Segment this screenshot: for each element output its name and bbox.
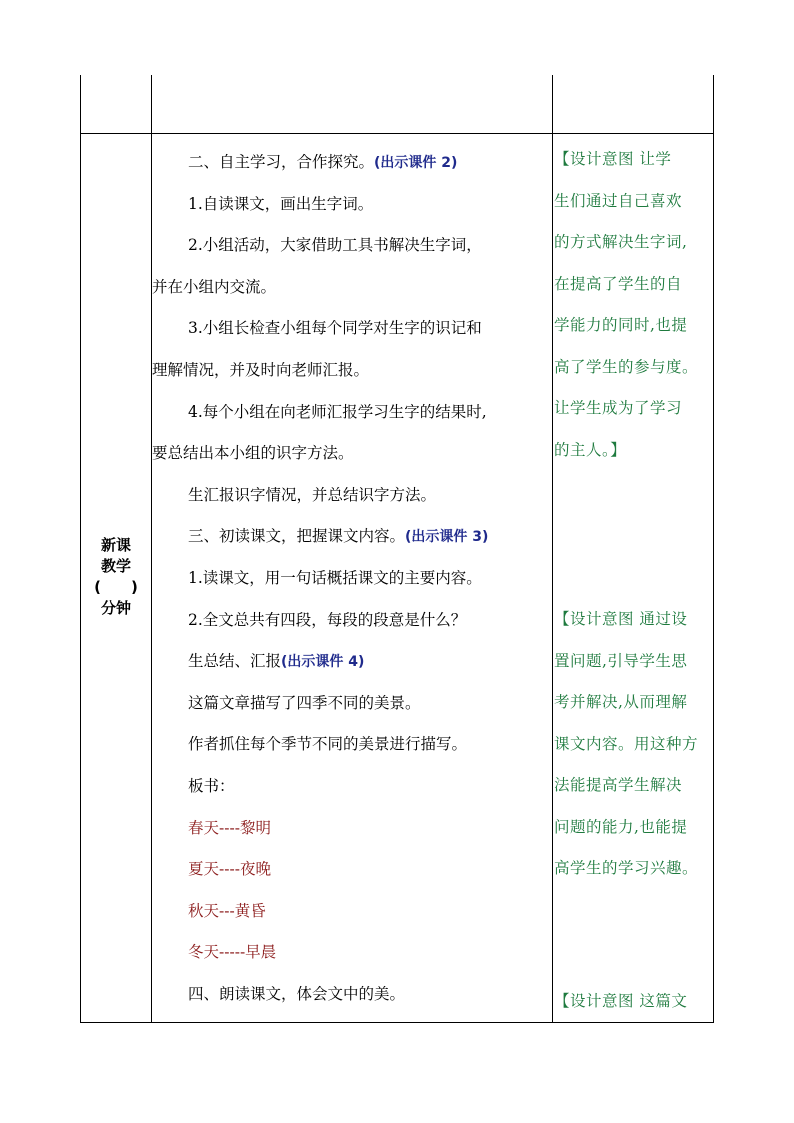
paragraph-line — [152, 358, 369, 380]
design-intent-line: 法能提高学生解决 — [554, 776, 683, 794]
design-intent-block — [554, 146, 714, 478]
design-intent-line: 生们通过自己喜欢 — [554, 191, 683, 210]
paragraph-text: 1.自读课文，画出生字词。 — [188, 194, 374, 213]
paragraph-line — [188, 483, 436, 505]
paragraph-line — [152, 441, 354, 463]
paragraph-text: 4.每个小组在向老师汇报学习生字的结果时, — [188, 402, 487, 421]
design-intent-block — [554, 988, 714, 1020]
table-row-divider — [80, 133, 714, 134]
design-intent-line: 在提高了学生的自 — [554, 274, 683, 293]
paragraph-text: 三、初读课文，把握课文内容。 — [188, 527, 406, 546]
section-label-line: 教学 — [100, 557, 131, 575]
paragraph-line — [188, 774, 235, 796]
paragraph-line — [188, 982, 405, 1004]
paragraph-text: 夏天----夜晚 — [188, 860, 271, 879]
paragraph-text: 生汇报识字情况，并总结识字方法。 — [188, 485, 437, 504]
design-intent-line: 问题的能力,也能提 — [554, 817, 688, 836]
paragraph-line — [188, 608, 466, 630]
paragraph-line — [188, 233, 482, 255]
design-intent-line: 置问题,引导学生思 — [554, 651, 688, 670]
section-label-line: 新课 — [100, 536, 131, 554]
paragraph-text: 3.小组长检查小组每个同学对生字的识记和 — [188, 319, 482, 338]
design-intent-line: 学能力的同时,也提 — [554, 316, 688, 334]
paragraph-text: 2.全文总共有四段，每段的段意是什么？ — [188, 610, 467, 629]
table-border-bottom — [80, 1022, 714, 1023]
design-intent-line: 让学生成为了学习 — [554, 399, 683, 417]
paragraph-text: 1.读课文，用一句话概括课文的主要内容。 — [188, 569, 482, 587]
paragraph-line — [188, 691, 421, 713]
paragraph-line — [188, 566, 482, 588]
paragraph-line — [188, 192, 373, 214]
paragraph-text: 秋天---黄昏 — [188, 901, 266, 920]
paragraph-line — [188, 732, 467, 754]
design-intent-line: 的主人。】 — [554, 440, 627, 459]
paragraph-text: 板书： — [188, 777, 235, 795]
design-intent-block — [554, 606, 714, 897]
design-intent-line: 高了学生的参与度。 — [554, 357, 699, 376]
paragraph-text: 冬天-----早晨 — [188, 943, 277, 962]
courseware-note: (出示课件 4) — [281, 654, 365, 671]
section-label-line: 分钟 — [100, 599, 131, 617]
paragraph-line — [188, 899, 266, 921]
design-intent-line: 【设计意图 通过设 — [554, 610, 688, 628]
table-border-col2 — [552, 75, 553, 1023]
section-label-line: ( ) — [94, 578, 138, 596]
paragraph-line — [188, 816, 271, 838]
paragraph-line — [188, 150, 457, 172]
paragraph-line — [188, 316, 482, 338]
paragraph-text: 四、朗读课文，体会文中的美。 — [188, 985, 406, 1003]
paragraph-line — [188, 940, 276, 962]
paragraph-text: 春天----黎明 — [188, 818, 271, 837]
paragraph-line — [152, 275, 276, 297]
paragraph-line — [188, 400, 487, 422]
paragraph-text: 这篇文章描写了四季不同的美景。 — [188, 693, 421, 712]
design-intent-line: 【设计意图 让学 — [554, 150, 672, 168]
courseware-note: (出示课件 3) — [405, 529, 489, 546]
design-intent-line: 的方式解决生字词, — [554, 233, 688, 251]
design-intent-line: 高学生的学习兴趣。 — [554, 859, 699, 877]
paragraph-line — [188, 649, 364, 671]
paragraph-text: 作者抓住每个季节不同的美景进行描写。 — [188, 735, 468, 754]
section-label — [80, 535, 152, 619]
paragraph-line — [188, 857, 271, 879]
paragraph-text: 理解情况，并及时向老师汇报。 — [152, 361, 370, 379]
paragraph-text: 并在小组内交流。 — [152, 277, 277, 296]
courseware-note: (出示课件 2) — [374, 155, 458, 171]
paragraph-line — [188, 524, 488, 546]
paragraph-text: 二、自主学习，合作探究。 — [188, 153, 375, 171]
design-intent-line: 课文内容。用这种方 — [554, 734, 699, 753]
design-intent-line: 考并解决,从而理解 — [554, 693, 688, 711]
paragraph-text: 2.小组活动，大家借助工具书解决生字词， — [188, 236, 482, 255]
paragraph-text: 生总结、汇报 — [188, 652, 282, 671]
design-intent-line: 【设计意图 这篇文 — [554, 992, 688, 1010]
paragraph-text: 要总结出本小组的识字方法。 — [152, 444, 354, 463]
